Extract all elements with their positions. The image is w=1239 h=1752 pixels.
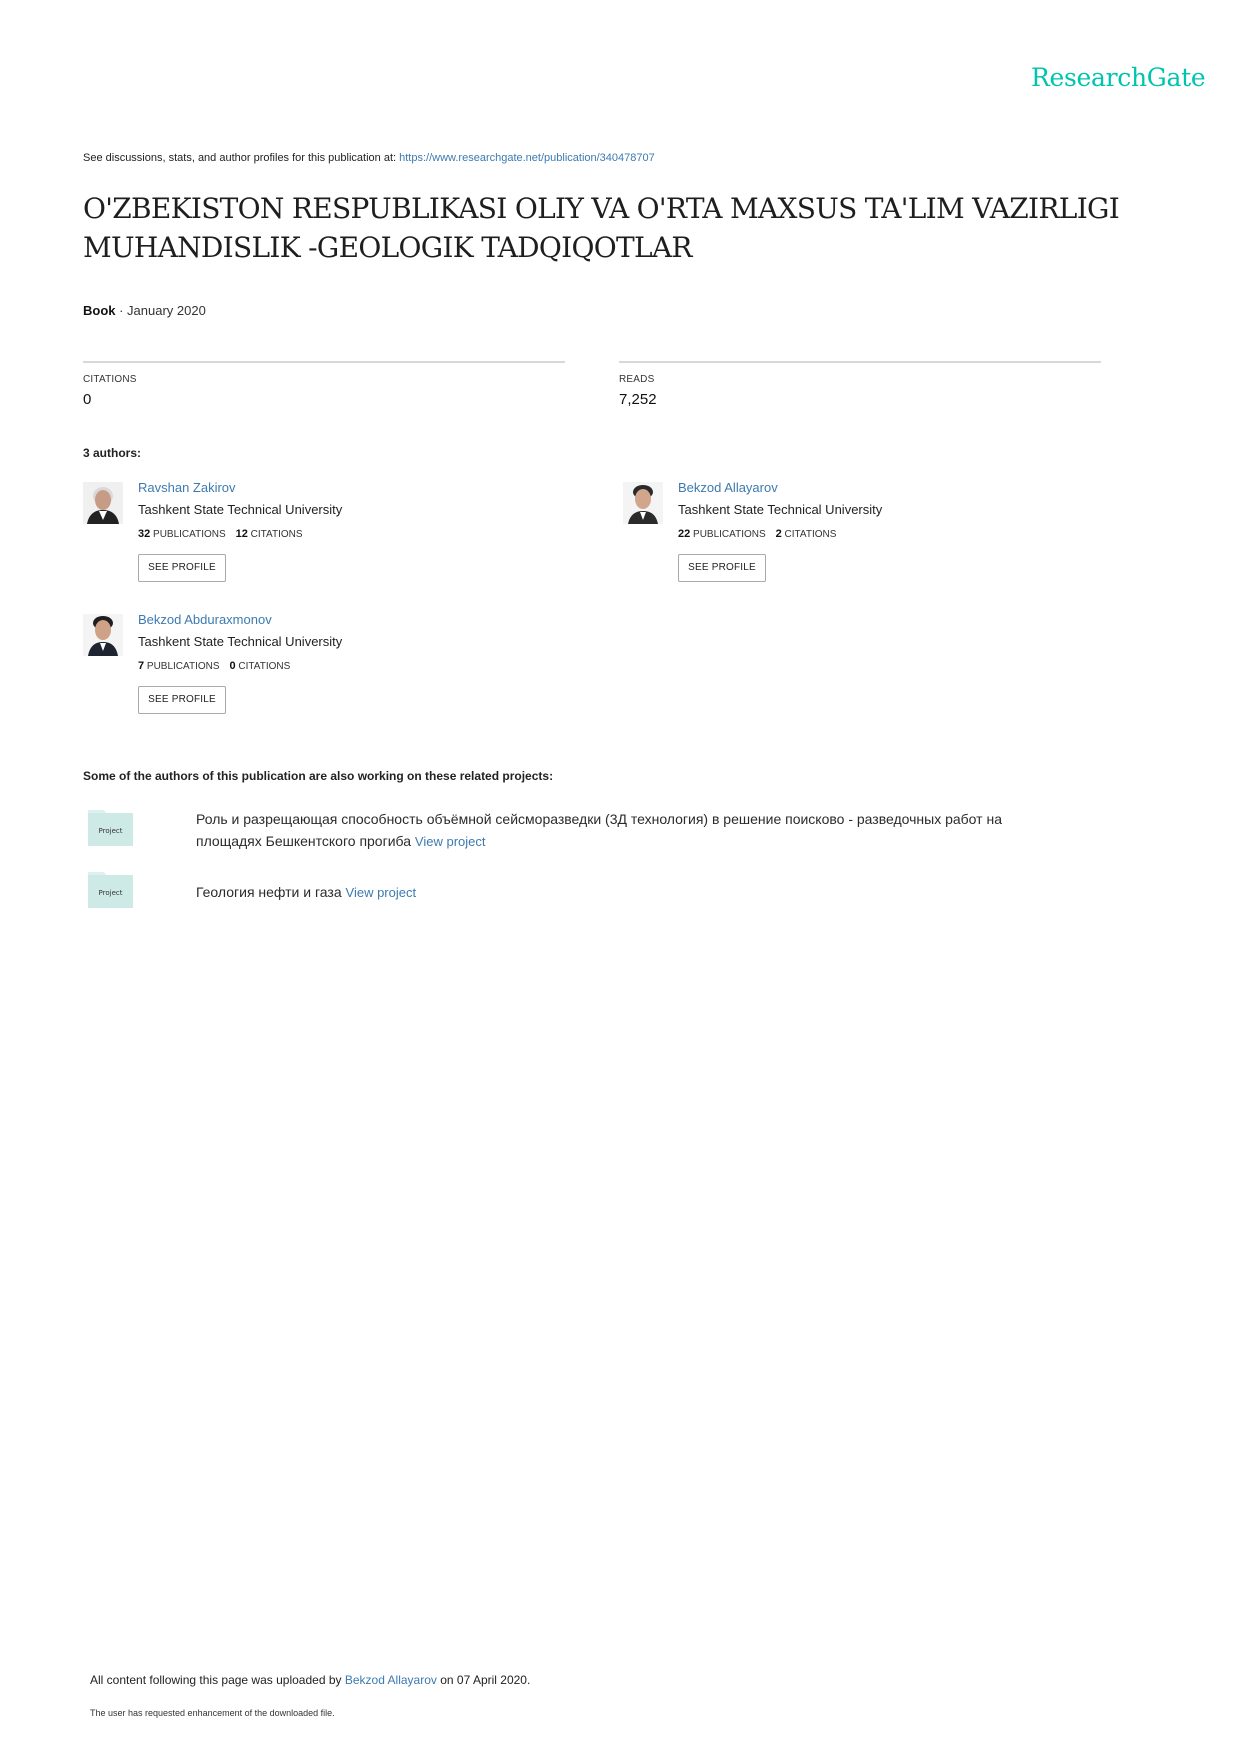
publication-title-line2: MUHANDISLIK -GEOLOGIK TADQIQOTLAR	[83, 231, 692, 264]
avatar[interactable]	[623, 482, 663, 524]
publication-type: Book	[83, 303, 116, 318]
author-name-link[interactable]: Ravshan Zakirov	[138, 480, 236, 495]
discussion-line	[83, 152, 655, 164]
avatar[interactable]	[83, 482, 123, 524]
reads-value: 7,252	[619, 391, 657, 408]
project-item	[196, 881, 416, 904]
publications-label: PUBLICATIONS	[153, 529, 226, 540]
author-institution: Tashkent State Technical University	[138, 502, 343, 517]
project-item	[196, 808, 1002, 853]
enhancement-note: The user has requested enhancement of the downloaded file.	[90, 1708, 335, 1718]
author-stats	[678, 528, 836, 540]
view-project-link[interactable]: View project	[345, 885, 417, 900]
avatar[interactable]	[83, 614, 123, 656]
citations-value: 0	[83, 391, 92, 408]
authors-heading: 3 authors:	[83, 446, 142, 460]
project-icon-label: Project	[98, 827, 123, 835]
citations-count: 0	[229, 660, 236, 672]
uploader-link[interactable]: Bekzod Allayarov	[344, 1673, 437, 1687]
project-folder-icon	[88, 872, 133, 908]
publications-label: PUBLICATIONS	[146, 661, 220, 672]
discussion-prefix: See discussions, stats, and author profiles for this publication at:	[83, 152, 400, 164]
author-card-bekzod-allayarov	[623, 480, 1083, 590]
reads-label: READS	[619, 374, 655, 385]
view-project-link[interactable]: View project	[414, 834, 486, 849]
project-title-line1: Геология нефти и газа	[196, 884, 346, 900]
publication-url-link[interactable]: https://www.researchgate.net/publication/340478707	[399, 152, 655, 164]
project-folder-icon	[88, 810, 133, 846]
see-profile-button[interactable]: SEE PROFILE	[138, 554, 226, 582]
related-projects-heading: Some of the authors of this publication are also working on these related projects:	[83, 769, 554, 783]
publication-date: · January 2020	[115, 303, 206, 318]
publication-title-line1: O'ZBEKISTON RESPUBLIKASI OLIY VA O'RTA MAXSUS TA'LIM VAZIRLIGI	[83, 192, 1120, 225]
upload-suffix: on 07 April 2020.	[436, 1673, 531, 1687]
author-name-link[interactable]: Bekzod Allayarov	[678, 480, 778, 495]
publications-label: PUBLICATIONS	[693, 529, 766, 540]
author-card-bekzod-abduraxmonov	[83, 612, 543, 722]
author-name-link[interactable]: Bekzod Abduraxmonov	[138, 612, 272, 627]
publications-count: 7	[138, 660, 145, 672]
researchgate-logo[interactable]: ResearchGate	[1031, 63, 1206, 92]
upload-note	[90, 1673, 530, 1687]
author-institution: Tashkent State Technical University	[138, 634, 343, 649]
publication-meta	[83, 303, 206, 318]
citations-label: CITATIONS	[784, 529, 837, 540]
publications-count: 22	[678, 528, 691, 540]
project-title-line2: площадях Бешкентского прогиба	[196, 833, 415, 849]
publications-count: 32	[138, 528, 151, 540]
upload-prefix: All content following this page was uploaded by	[90, 1673, 345, 1687]
citations-label: CITATIONS	[238, 661, 291, 672]
see-profile-button[interactable]: SEE PROFILE	[678, 554, 766, 582]
author-stats	[138, 528, 303, 540]
author-card-ravshan-zakirov	[83, 480, 543, 590]
citations-label: CITATIONS	[250, 529, 303, 540]
project-title-line1: Роль и разрещающая способность объёмной сейсморазведки (3Д технология) в решение поисково - разведочных работ на	[196, 811, 1002, 827]
citations-label: CITATIONS	[83, 374, 137, 385]
project-icon-label: Project	[98, 889, 123, 897]
see-profile-button[interactable]: SEE PROFILE	[138, 686, 226, 714]
citations-divider	[83, 361, 565, 363]
reads-divider	[619, 361, 1101, 363]
author-stats	[138, 660, 290, 672]
citations-count: 2	[775, 528, 782, 540]
author-institution: Tashkent State Technical University	[678, 502, 883, 517]
citations-count: 12	[235, 528, 248, 540]
